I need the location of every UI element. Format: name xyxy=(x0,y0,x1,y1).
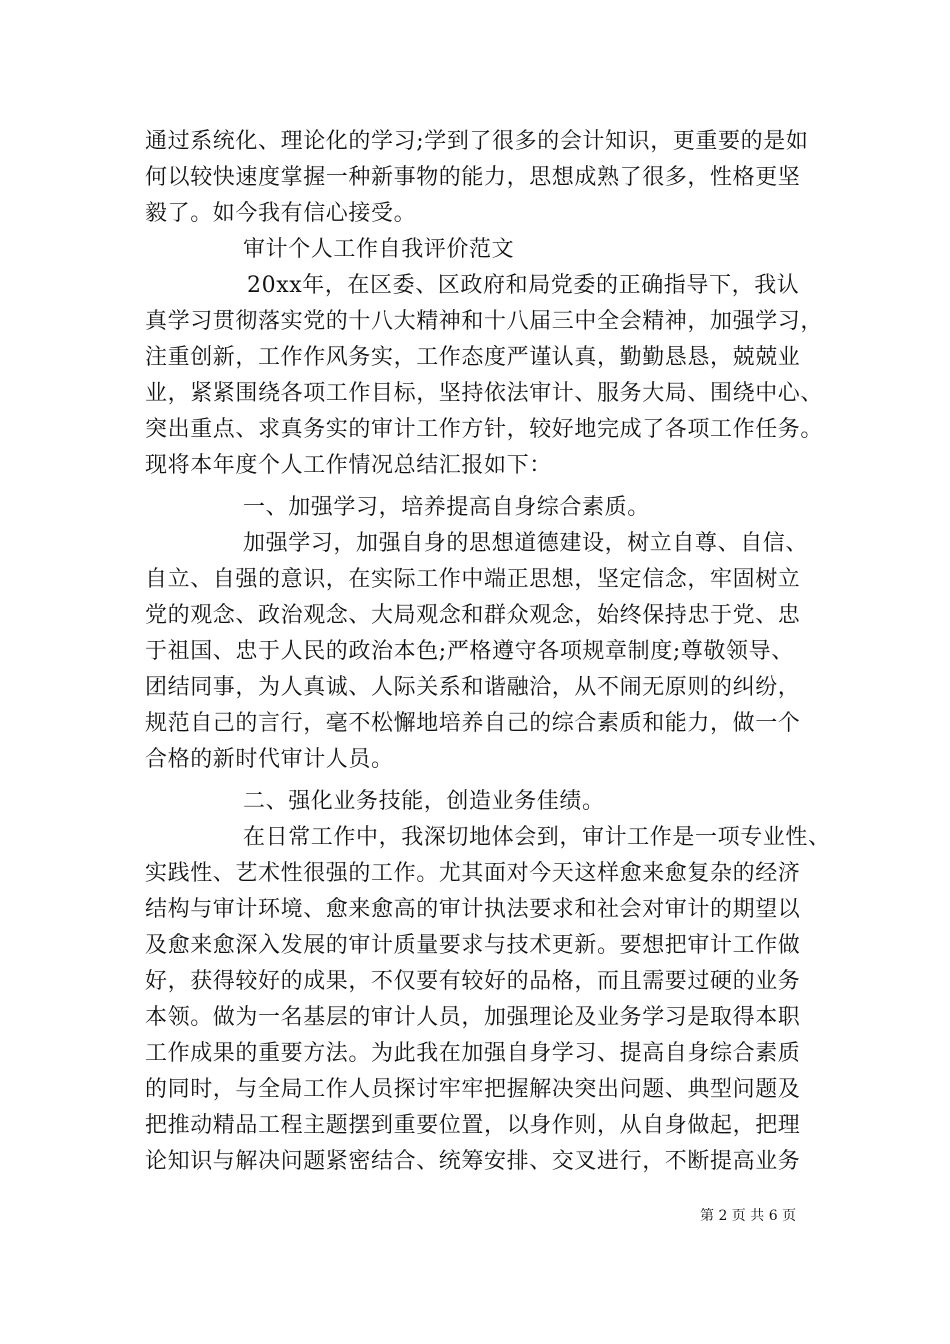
text-line: 真学习贯彻落实党的十八大精神和十八届三中全会精神，加强学习， xyxy=(145,309,824,334)
text-line: 业，紧紧围绕各项工作目标，坚持依法审计、服务大局、围绕中心、 xyxy=(145,381,824,406)
text-line: 注重创新，工作作风务实，工作态度严谨认真，勤勤恳恳，兢兢业 xyxy=(145,345,801,370)
text-line: 把推动精品工程主题摆到重要位置，以身作则，从自身做起，把理 xyxy=(145,1113,801,1138)
text-line: 工作成果的重要方法。为此我在加强自身学习、提高自身综合素质 xyxy=(145,1041,801,1066)
text-line: 在日常工作中，我深切地体会到，审计工作是一项专业性、 xyxy=(243,825,831,850)
text-line: 加强学习，加强自身的思想道德建设，树立自尊、自信、 xyxy=(243,531,809,556)
text-line: 结构与审计环境、愈来愈高的审计执法要求和社会对审计的期望以 xyxy=(145,897,801,922)
text-line: 团结同事，为人真诚、人际关系和谐融洽，从不闹无原则的纠纷， xyxy=(145,675,801,700)
text-line: 好，获得较好的成果，不仅要有较好的品格，而且需要过硬的业务 xyxy=(145,969,801,994)
text-line: 论知识与解决问题紧密结合、统筹安排、交叉进行，不断提高业务 xyxy=(145,1149,801,1174)
text-line: 实践性、艺术性很强的工作。尤其面对今天这样愈来愈复杂的经济 xyxy=(145,861,801,886)
text-line: 毅了。如今我有信心接受。 xyxy=(145,201,417,226)
text-line: 规范自己的言行，毫不松懈地培养自己的综合素质和能力，做一个 xyxy=(145,711,801,736)
text-line: 何以较快速度掌握一种新事物的能力，思想成熟了很多，性格更坚 xyxy=(145,165,801,190)
text-line: 及愈来愈深入发展的审计质量要求与技术更新。要想把审计工作做 xyxy=(145,933,801,958)
text-line: 合格的新时代审计人员。 xyxy=(145,747,394,772)
text-line: 通过系统化、理论化的学习;学到了很多的会计知识，更重要的是如 xyxy=(145,129,809,154)
text-line: 党的观念、政治观念、大局观念和群众观念，始终保持忠于党、忠 xyxy=(145,603,801,628)
text-line: 的同时，与全局工作人员探讨牢牢把握解决突出问题、典型问题及 xyxy=(145,1077,801,1102)
text-line: 本领。做为一名基层的审计人员，加强理论及业务学习是取得本职 xyxy=(145,1005,801,1030)
section-title: 审计个人工作自我评价范文 xyxy=(243,237,515,262)
text-line: 突出重点、求真务实的审计工作方针，较好地完成了各项工作任务。 xyxy=(145,417,824,442)
subheading: 一、加强学习，培养提高自身综合素质。 xyxy=(243,495,650,520)
text-line: 20xx年，在区委、区政府和局党委的正确指导下，我认 xyxy=(247,273,800,298)
text-line: 于祖国、忠于人民的政治本色;严格遵守各项规章制度;尊敬领导、 xyxy=(145,639,794,664)
text-line: 自立、自强的意识，在实际工作中端正思想，坚定信念，牢固树立 xyxy=(145,567,801,592)
text-line: 现将本年度个人工作情况总结汇报如下： xyxy=(145,453,552,478)
page-number: 第 2 页 共 6 页 xyxy=(700,1208,797,1224)
subheading: 二、强化业务技能，创造业务佳绩。 xyxy=(243,789,605,814)
